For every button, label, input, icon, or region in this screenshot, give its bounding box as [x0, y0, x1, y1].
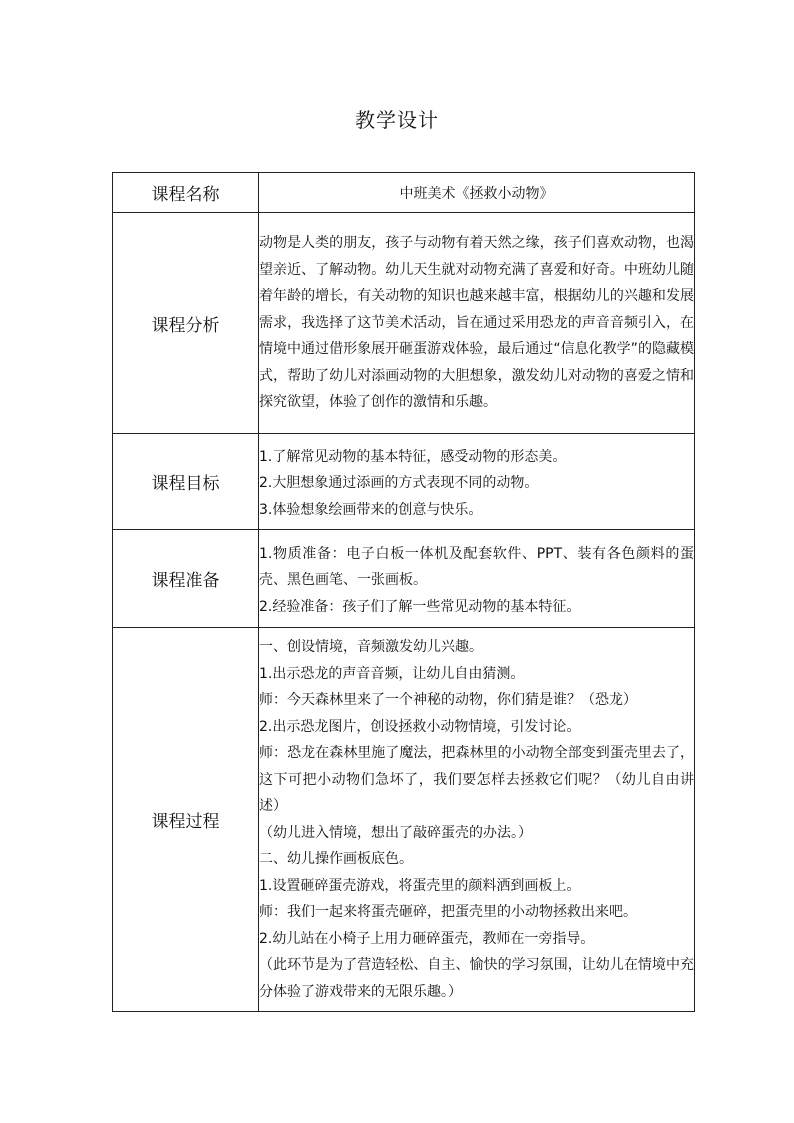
course-analysis-label: 课程分析: [113, 213, 259, 434]
course-process-cell: [259, 628, 695, 1012]
course-process-label: 课程过程: [113, 628, 259, 1012]
course-preparation-label: 课程准备: [113, 530, 259, 628]
row-course-goals: [113, 434, 695, 530]
goal-item: 1.了解常见动物的基本特征，感受动物的形态美。: [259, 448, 567, 465]
course-name-value: 中班美术《拯救小动物》: [259, 173, 695, 213]
lesson-plan-table: [112, 172, 695, 1012]
row-course-preparation: [113, 530, 695, 628]
course-preparation-cell: [259, 530, 695, 628]
process-item: 一、创设情境，音频激发幼儿兴趣。: [259, 639, 483, 655]
process-item: 2.出示恐龙图片，创设拯救小动物情境，引发讨论。: [259, 718, 581, 735]
course-analysis-text: 动物是人类的朋友，孩子与动物有着天然之缘，孩子们喜欢动物，也渴望亲近、了解动物。幼儿天生就对动物充满了喜爱和好奇。中班幼儿随着年龄的增长，有关动物的知识也越来越丰富，根据幼儿的兴趣和发展需求，我选择了这节美术活动，旨在通过采用恐龙的声音音频引入，在情境中通过借形象展开砸蛋游戏体验，最后通过“信息化教学”的隐藏模式，帮助了幼儿对添画动物的大胆想象，激发幼儿对动物的喜爱之情和探究欲望，体验了创作的激情和乐趣。: [259, 235, 694, 411]
process-item: 师：恐龙在森林里施了魔法，把森林里的小动物全部变到蛋壳里去了，这下可把小动物们急坏了，我们要怎样去拯救它们呢？（幼儿自由讲述）: [259, 745, 694, 814]
course-goals-label: 课程目标: [113, 434, 259, 530]
goal-item: 3.体验想象绘画带来的创意与快乐。: [259, 501, 483, 518]
preparation-item: 1.物质准备：电子白板一体机及配套软件、PPT、装有各色颜料的蛋壳、黑色画笔、一张画板。: [259, 545, 694, 589]
row-course-analysis: [113, 213, 695, 434]
process-item: 师：我们一起来将蛋壳砸碎，把蛋壳里的小动物拯救出来吧。: [259, 904, 637, 920]
course-analysis-cell: [259, 213, 695, 434]
process-item: 1.出示恐龙的声音音频，让幼儿自由猜测。: [259, 665, 525, 682]
process-item: 师：今天森林里来了一个神秘的动物，你们猜是谁？（恐龙）: [259, 692, 637, 708]
goal-item: 2.大胆想象通过添画的方式表现不同的动物。: [259, 475, 539, 492]
document-title: 教学设计: [355, 108, 439, 132]
preparation-item: 2.经验准备：孩子们了解一些常见动物的基本特征。: [259, 598, 581, 615]
process-item: （此环节是为了营造轻松、自主、愉快的学习氛围，让幼儿在情境中充分体验了游戏带来的无限乐趣。）: [259, 957, 694, 1000]
process-item: （幼儿进入情境，想出了敲碎蛋壳的办法。）: [259, 824, 532, 841]
row-course-process: [113, 628, 695, 1012]
process-item: 1.设置砸碎蛋壳游戏，将蛋壳里的颜料洒到画板上。: [259, 877, 581, 894]
process-item: 二、幼儿操作画板底色。: [259, 851, 413, 867]
row-course-name: [113, 173, 695, 213]
course-goals-cell: [259, 434, 695, 530]
process-item: 2.幼儿站在小椅子上用力砸碎蛋壳，教师在一旁指导。: [259, 930, 595, 947]
course-name-label: 课程名称: [113, 173, 259, 213]
